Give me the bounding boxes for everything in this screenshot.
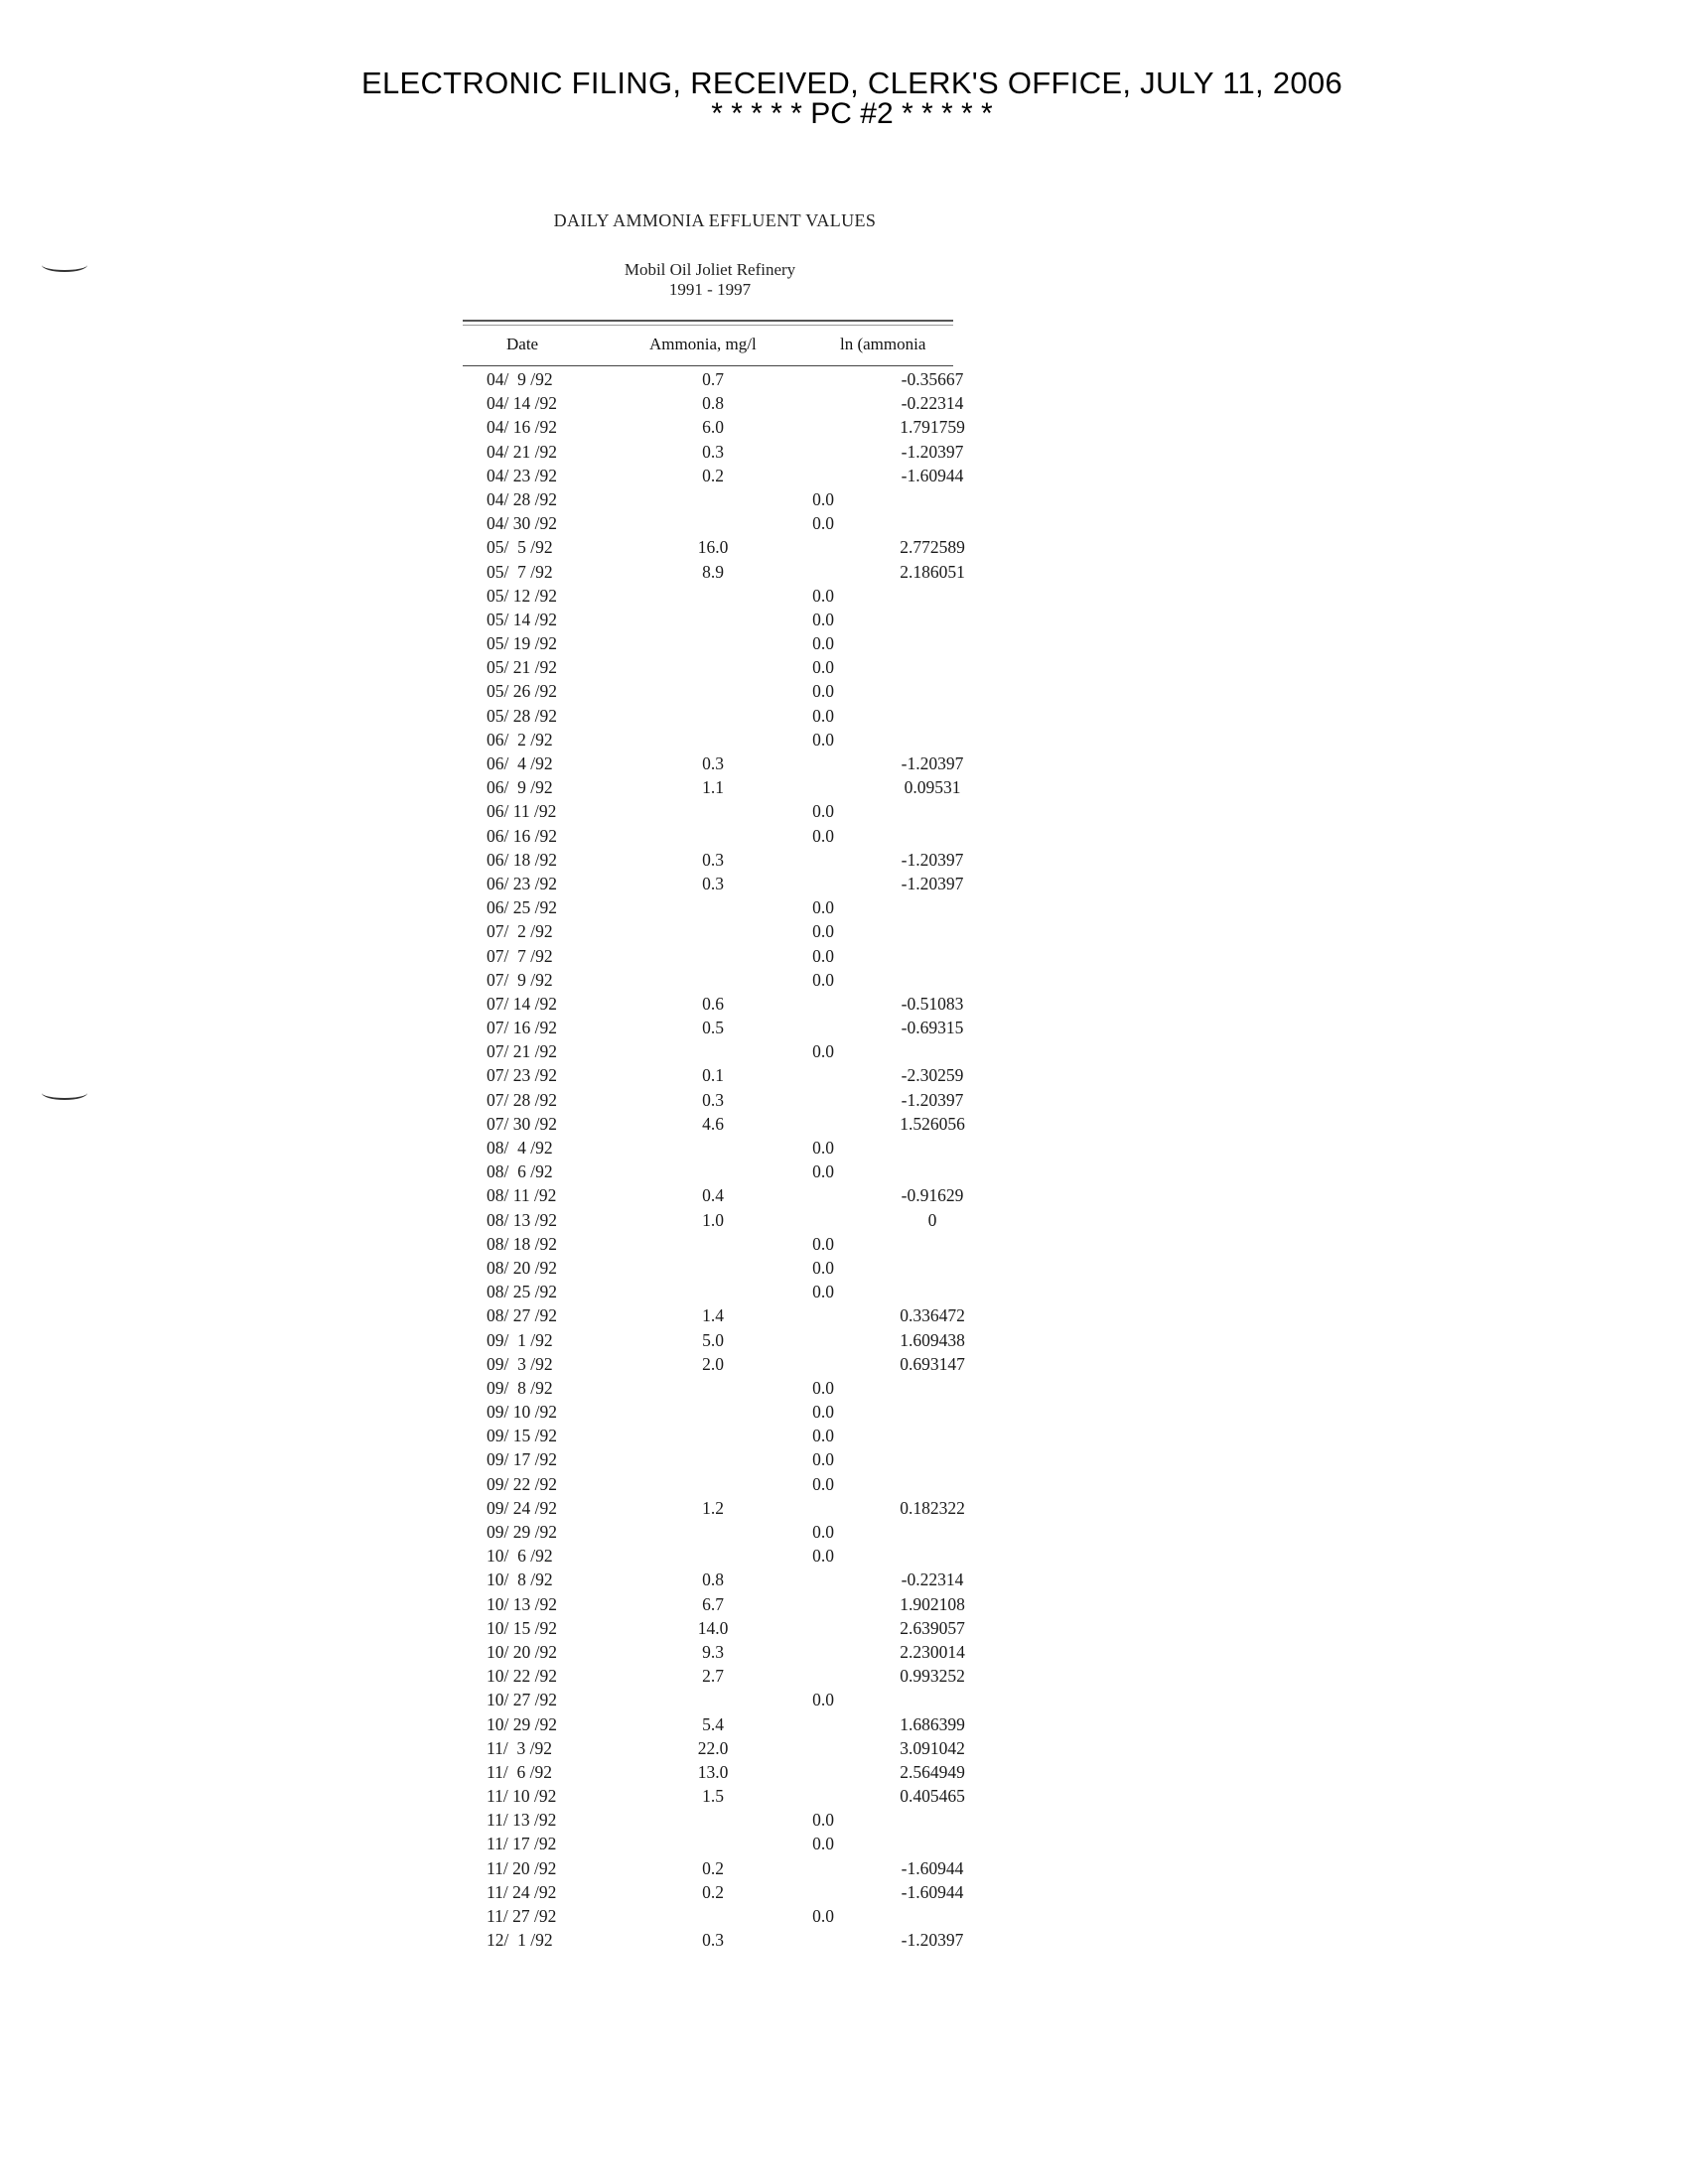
zero-value-cell: 0.0 — [812, 513, 834, 534]
ammonia-cell: 0.2 — [702, 1881, 724, 1902]
zero-value-cell: 0.0 — [812, 1546, 834, 1567]
date-cell: 11/ 10 /92 — [487, 1786, 557, 1807]
ln-ammonia-cell: -0.69315 — [901, 1018, 964, 1038]
zero-value-cell: 0.0 — [812, 488, 834, 509]
zero-value-cell: 0.0 — [812, 921, 834, 942]
ammonia-cell: 0.2 — [702, 1857, 724, 1878]
ammonia-cell: 0.3 — [702, 1089, 724, 1110]
table-row — [463, 1352, 965, 1376]
date-cell: 10/ 6 /92 — [487, 1546, 553, 1567]
zero-value-cell: 0.0 — [812, 681, 834, 702]
table-row — [463, 775, 961, 799]
date-cell: 10/ 8 /92 — [487, 1570, 553, 1590]
zero-value-cell: 0.0 — [812, 825, 834, 846]
ammonia-cell: 0.1 — [702, 1065, 724, 1086]
zero-value-cell: 0.0 — [812, 1233, 834, 1254]
table-row — [463, 464, 964, 487]
date-cell: 08/ 6 /92 — [487, 1161, 553, 1182]
ammonia-cell: 9.3 — [702, 1641, 724, 1662]
table-row — [463, 1496, 965, 1520]
table-row — [463, 1592, 965, 1616]
table-row — [463, 1088, 964, 1112]
table-row — [463, 487, 953, 511]
table-row — [463, 1256, 953, 1280]
date-cell: 09/ 15 /92 — [487, 1426, 557, 1446]
table-row — [463, 704, 953, 728]
date-cell: 06/ 25 /92 — [487, 897, 557, 918]
ammonia-cell: 0.3 — [702, 849, 724, 870]
subtitle-company: Mobil Oil Joliet Refinery — [624, 260, 796, 279]
date-cell: 07/ 23 /92 — [487, 1065, 557, 1086]
table-row — [463, 968, 953, 992]
zero-value-cell: 0.0 — [812, 945, 834, 966]
date-cell: 05/ 5 /92 — [487, 537, 553, 558]
binder-hole-mark — [42, 1086, 87, 1100]
zero-value-cell: 0.0 — [812, 1257, 834, 1278]
ln-ammonia-cell: -0.91629 — [901, 1185, 964, 1206]
ln-ammonia-cell: 3.091042 — [900, 1737, 965, 1758]
ln-ammonia-cell: -0.35667 — [901, 369, 964, 389]
table-row — [463, 1016, 964, 1039]
ln-ammonia-cell: 1.609438 — [900, 1329, 965, 1350]
zero-value-cell: 0.0 — [812, 1426, 834, 1446]
zero-value-cell: 0.0 — [812, 705, 834, 726]
date-cell: 07/ 9 /92 — [487, 969, 553, 990]
date-cell: 05/ 19 /92 — [487, 633, 557, 654]
ammonia-cell: 16.0 — [697, 537, 729, 558]
table-row — [463, 1183, 964, 1207]
ammonia-cell: 13.0 — [697, 1761, 729, 1782]
table-row — [463, 679, 953, 703]
ln-ammonia-cell: -0.51083 — [901, 993, 964, 1014]
ln-ammonia-cell: -1.20397 — [901, 849, 964, 870]
ln-ammonia-cell: 0.09531 — [904, 777, 961, 798]
ammonia-cell: 0.8 — [702, 393, 724, 414]
ln-ammonia-cell: 0.405465 — [900, 1786, 965, 1807]
table-row — [463, 1447, 953, 1471]
date-cell: 11/ 3 /92 — [487, 1737, 552, 1758]
zero-value-cell: 0.0 — [812, 1690, 834, 1710]
date-cell: 06/ 11 /92 — [487, 801, 557, 822]
zero-value-cell: 0.0 — [812, 1906, 834, 1926]
table-row — [463, 919, 953, 943]
table-row — [463, 1712, 965, 1736]
ln-ammonia-cell: -1.20397 — [901, 441, 964, 462]
table-row — [463, 1880, 964, 1904]
date-cell: 11/ 17 /92 — [487, 1834, 557, 1854]
ln-ammonia-cell: 0.182322 — [900, 1497, 965, 1518]
date-cell: 05/ 21 /92 — [487, 657, 557, 678]
column-header-date: Date — [506, 335, 539, 353]
zero-value-cell: 0.0 — [812, 1041, 834, 1062]
date-cell: 08/ 13 /92 — [487, 1209, 557, 1230]
filing-stamp-pc-number: * * * * * PC #2 * * * * * — [711, 97, 993, 130]
table-row — [463, 799, 953, 823]
date-cell: 10/ 20 /92 — [487, 1641, 557, 1662]
table-row — [463, 1376, 953, 1400]
ammonia-cell: 0.4 — [702, 1185, 724, 1206]
ln-ammonia-cell: 2.564949 — [900, 1761, 965, 1782]
table-row — [463, 1136, 953, 1160]
ln-ammonia-cell: 1.686399 — [900, 1713, 965, 1734]
ammonia-cell: 2.7 — [702, 1666, 724, 1687]
date-cell: 04/ 28 /92 — [487, 488, 557, 509]
zero-value-cell: 0.0 — [812, 1161, 834, 1182]
ammonia-cell: 0.3 — [702, 873, 724, 893]
table-row — [463, 608, 953, 631]
ln-ammonia-cell: -1.20397 — [901, 753, 964, 773]
ammonia-cell: 0.3 — [702, 1930, 724, 1951]
date-cell: 04/ 9 /92 — [487, 369, 553, 389]
zero-value-cell: 0.0 — [812, 1377, 834, 1398]
ln-ammonia-cell: 0.336472 — [900, 1305, 965, 1326]
table-row — [463, 1039, 953, 1063]
table-row — [463, 1208, 953, 1232]
table-row — [463, 1232, 953, 1256]
table-row — [463, 824, 953, 848]
date-cell: 09/ 10 /92 — [487, 1402, 557, 1423]
date-cell: 06/ 4 /92 — [487, 753, 553, 773]
zero-value-cell: 0.0 — [812, 1834, 834, 1854]
table-row — [463, 440, 964, 464]
ammonia-cell: 1.0 — [702, 1209, 724, 1230]
date-cell: 09/ 24 /92 — [487, 1497, 557, 1518]
date-cell: 10/ 27 /92 — [487, 1690, 557, 1710]
zero-value-cell: 0.0 — [812, 1473, 834, 1494]
date-cell: 05/ 26 /92 — [487, 681, 557, 702]
zero-value-cell: 0.0 — [812, 729, 834, 750]
ln-ammonia-cell: -0.22314 — [901, 393, 964, 414]
ln-ammonia-cell: 2.186051 — [900, 561, 965, 582]
ammonia-cell: 0.8 — [702, 1570, 724, 1590]
table-row — [463, 1736, 965, 1760]
table-row — [463, 1544, 953, 1568]
table-row — [463, 751, 964, 775]
date-cell: 09/ 29 /92 — [487, 1522, 557, 1542]
ln-ammonia-cell: 2.230014 — [900, 1641, 965, 1662]
table-row — [463, 1784, 965, 1808]
table-row — [463, 1160, 953, 1183]
ammonia-cell: 5.4 — [702, 1713, 724, 1734]
table-row — [463, 1664, 965, 1688]
table-row — [463, 992, 964, 1016]
ammonia-cell: 1.4 — [702, 1305, 724, 1326]
ammonia-cell: 0.5 — [702, 1018, 724, 1038]
table-row — [463, 1760, 965, 1784]
date-cell: 08/ 25 /92 — [487, 1282, 557, 1302]
zero-value-cell: 0.0 — [812, 897, 834, 918]
date-cell: 06/ 18 /92 — [487, 849, 557, 870]
ln-ammonia-cell: 1.902108 — [900, 1593, 965, 1614]
column-header-ln: ln (ammonia — [840, 335, 926, 353]
ln-ammonia-cell: -0.22314 — [901, 1570, 964, 1590]
zero-value-cell: 0.0 — [812, 1449, 834, 1470]
ln-ammonia-cell: -1.20397 — [901, 1930, 964, 1951]
ln-ammonia-cell: 2.639057 — [900, 1617, 965, 1638]
table-row — [463, 728, 953, 751]
zero-value-cell: 0.0 — [812, 657, 834, 678]
date-cell: 05/ 28 /92 — [487, 705, 557, 726]
ln-ammonia-cell: -1.20397 — [901, 873, 964, 893]
zero-value-cell: 0.0 — [812, 633, 834, 654]
ln-ammonia-cell: 0 — [927, 1209, 937, 1230]
zero-value-cell: 0.0 — [812, 1138, 834, 1158]
date-cell: 06/ 2 /92 — [487, 729, 553, 750]
date-cell: 07/ 30 /92 — [487, 1113, 557, 1134]
table-row — [463, 391, 964, 415]
date-cell: 06/ 9 /92 — [487, 777, 553, 798]
date-cell: 07/ 16 /92 — [487, 1018, 557, 1038]
document-title: DAILY AMMONIA EFFLUENT VALUES — [553, 210, 877, 230]
ammonia-cell: 0.6 — [702, 993, 724, 1014]
table-row — [463, 1904, 953, 1928]
table-row — [463, 1520, 953, 1544]
ln-ammonia-cell: -2.30259 — [901, 1065, 964, 1086]
ammonia-cell: 6.0 — [702, 417, 724, 438]
table-row — [463, 895, 953, 919]
table-row — [463, 1303, 965, 1327]
ammonia-cell: 4.6 — [702, 1113, 724, 1134]
zero-value-cell: 0.0 — [812, 1810, 834, 1831]
ln-ammonia-cell: -1.20397 — [901, 1089, 964, 1110]
table-row — [463, 1400, 953, 1424]
date-cell: 12/ 1 /92 — [487, 1930, 553, 1951]
date-cell: 05/ 12 /92 — [487, 585, 557, 606]
ammonia-cell: 0.2 — [702, 465, 724, 485]
date-cell: 07/ 28 /92 — [487, 1089, 557, 1110]
date-cell: 11/ 13 /92 — [487, 1810, 557, 1831]
date-cell: 04/ 21 /92 — [487, 441, 557, 462]
date-cell: 06/ 16 /92 — [487, 825, 557, 846]
date-cell: 06/ 23 /92 — [487, 873, 557, 893]
table-row — [463, 415, 965, 439]
ammonia-data-table — [463, 367, 965, 1952]
binder-hole-mark — [42, 258, 87, 272]
date-cell: 04/ 30 /92 — [487, 513, 557, 534]
date-cell: 09/ 22 /92 — [487, 1473, 557, 1494]
header-rule — [463, 365, 953, 366]
date-cell: 10/ 15 /92 — [487, 1617, 557, 1638]
table-row — [463, 1328, 965, 1352]
date-cell: 08/ 27 /92 — [487, 1305, 557, 1326]
date-cell: 11/ 24 /92 — [487, 1881, 557, 1902]
table-row — [463, 1856, 964, 1880]
date-cell: 05/ 7 /92 — [487, 561, 553, 582]
table-row — [463, 872, 964, 895]
table-row — [463, 655, 953, 679]
table-row — [463, 367, 964, 391]
ln-ammonia-cell: 2.772589 — [900, 537, 965, 558]
ammonia-cell: 1.5 — [702, 1786, 724, 1807]
ammonia-cell: 6.7 — [702, 1593, 724, 1614]
subtitle-years: 1991 - 1997 — [668, 280, 752, 299]
zero-value-cell: 0.0 — [812, 969, 834, 990]
ln-ammonia-cell: -1.60944 — [901, 465, 964, 485]
date-cell: 08/ 18 /92 — [487, 1233, 557, 1254]
date-cell: 11/ 6 /92 — [487, 1761, 552, 1782]
table-row — [463, 1688, 953, 1711]
date-cell: 11/ 20 /92 — [487, 1857, 557, 1878]
table-row — [463, 511, 953, 535]
date-cell: 09/ 8 /92 — [487, 1377, 553, 1398]
table-row — [463, 631, 953, 655]
date-cell: 08/ 4 /92 — [487, 1138, 553, 1158]
date-cell: 07/ 7 /92 — [487, 945, 553, 966]
ammonia-cell: 8.9 — [702, 561, 724, 582]
date-cell: 08/ 11 /92 — [487, 1185, 557, 1206]
table-row — [463, 1832, 953, 1855]
ammonia-cell: 0.3 — [702, 753, 724, 773]
table-row — [463, 1808, 953, 1832]
date-cell: 05/ 14 /92 — [487, 609, 557, 629]
table-row — [463, 1424, 953, 1447]
zero-value-cell: 0.0 — [812, 609, 834, 629]
zero-value-cell: 0.0 — [812, 1402, 834, 1423]
date-cell: 11/ 27 /92 — [487, 1906, 557, 1926]
date-cell: 10/ 22 /92 — [487, 1666, 557, 1687]
zero-value-cell: 0.0 — [812, 1282, 834, 1302]
table-top-rule — [463, 320, 953, 322]
date-cell: 07/ 2 /92 — [487, 921, 553, 942]
table-row — [463, 584, 953, 608]
table-row — [463, 1472, 953, 1496]
date-cell: 09/ 17 /92 — [487, 1449, 557, 1470]
table-row — [463, 1112, 965, 1136]
date-cell: 08/ 20 /92 — [487, 1257, 557, 1278]
ln-ammonia-cell: 1.791759 — [900, 417, 965, 438]
table-row — [463, 1568, 964, 1591]
ln-ammonia-cell: -1.60944 — [901, 1881, 964, 1902]
ammonia-cell: 1.2 — [702, 1497, 724, 1518]
table-top-rule — [463, 325, 953, 326]
table-row — [463, 1640, 965, 1664]
filing-stamp-line: ELECTRONIC FILING, RECEIVED, CLERK'S OFFICE, JULY 11, 2006 — [360, 66, 1343, 100]
ln-ammonia-cell: 1.526056 — [900, 1113, 965, 1134]
date-cell: 04/ 23 /92 — [487, 465, 557, 485]
ln-ammonia-cell: 0.693147 — [900, 1353, 965, 1374]
ammonia-cell: 14.0 — [697, 1617, 729, 1638]
zero-value-cell: 0.0 — [812, 801, 834, 822]
date-cell: 04/ 16 /92 — [487, 417, 557, 438]
table-row — [463, 1928, 964, 1952]
table-row — [463, 1280, 953, 1303]
table-row — [463, 560, 965, 584]
document-subtitle — [566, 260, 854, 300]
date-cell: 10/ 29 /92 — [487, 1713, 557, 1734]
table-row — [463, 944, 953, 968]
ln-ammonia-cell: -1.60944 — [901, 1857, 964, 1878]
ammonia-cell: 0.7 — [702, 369, 724, 389]
ammonia-cell: 0.3 — [702, 441, 724, 462]
zero-value-cell: 0.0 — [812, 1522, 834, 1542]
ammonia-cell: 1.1 — [702, 777, 724, 798]
ln-ammonia-cell: 0.993252 — [900, 1666, 965, 1687]
date-cell: 07/ 14 /92 — [487, 993, 557, 1014]
table-row — [463, 535, 965, 559]
table-row — [463, 1616, 965, 1640]
ammonia-cell: 5.0 — [702, 1329, 724, 1350]
date-cell: 04/ 14 /92 — [487, 393, 557, 414]
table-row — [463, 848, 964, 872]
ammonia-cell: 22.0 — [697, 1737, 729, 1758]
column-header-ammonia: Ammonia, mg/l — [649, 335, 757, 353]
ammonia-cell: 2.0 — [702, 1353, 724, 1374]
date-cell: 07/ 21 /92 — [487, 1041, 557, 1062]
zero-value-cell: 0.0 — [812, 585, 834, 606]
table-row — [463, 1063, 964, 1087]
date-cell: 10/ 13 /92 — [487, 1593, 557, 1614]
date-cell: 09/ 1 /92 — [487, 1329, 553, 1350]
date-cell: 09/ 3 /92 — [487, 1353, 553, 1374]
